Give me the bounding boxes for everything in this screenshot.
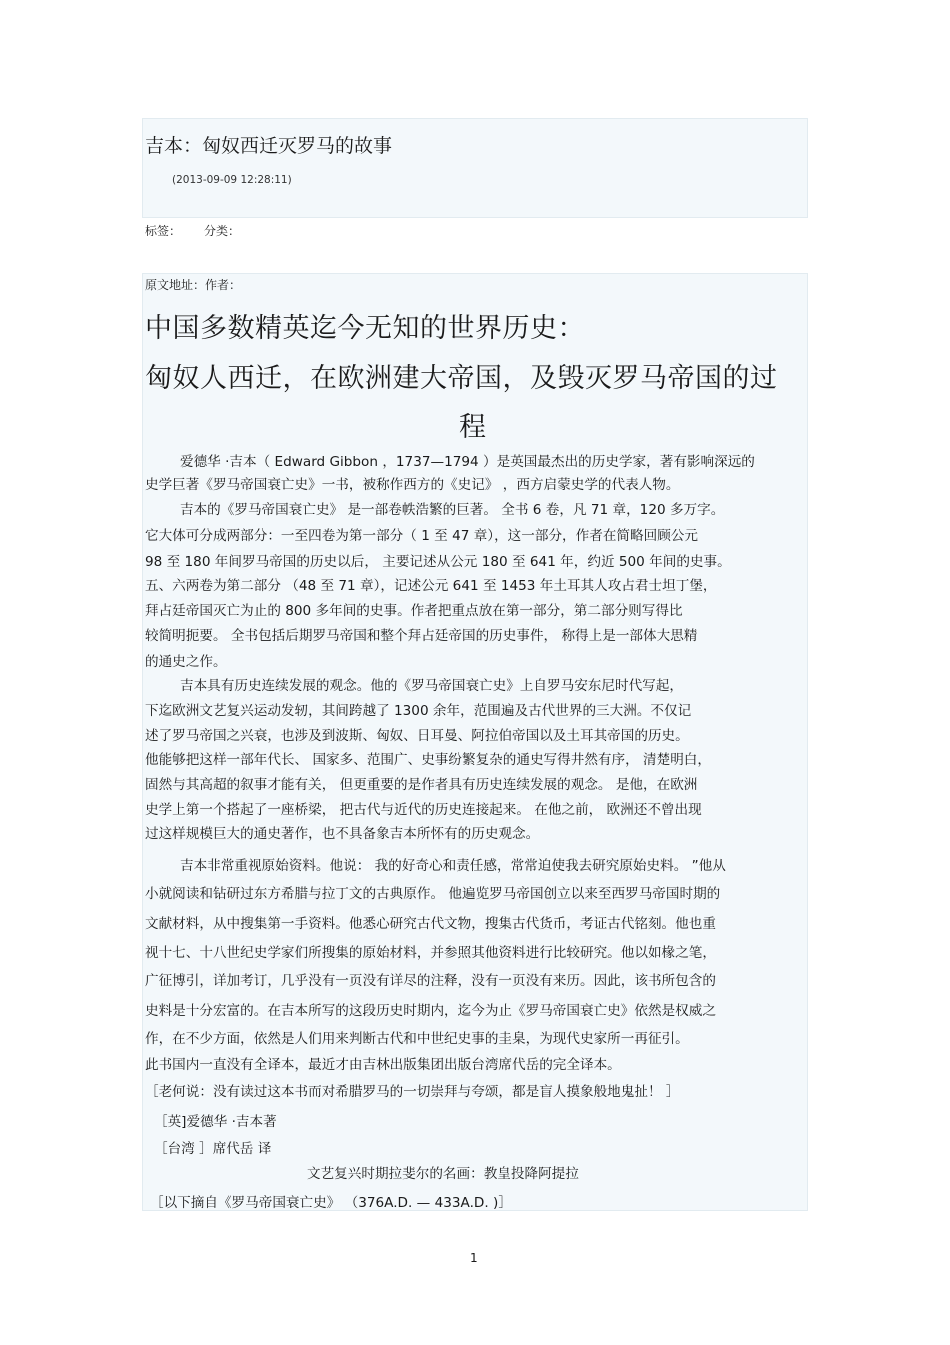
body-line: 史料是十分宏富的。在吉本所写的这段历史时期内，迄今为止《罗马帝国衰亡史》依然是权威之 [145,1003,716,1019]
body-line: 视十七、十八世纪史学家们所搜集的原始材料，并参照其他资料进行比较研究。他以如椽之笔， [145,945,716,961]
body-line: 固然与其高超的叙事才能有关， 但更重要的是作者具有历史连续发展的观念。 是他，在欧洲 [145,777,698,793]
body-line: 小就阅读和钻研过东方希腊与拉丁文的古典原作。 他遍览罗马帝国创立以来至西罗马帝国时期的 [145,886,721,902]
body-line: 98 至 180 年间罗马帝国的历史以后， 主要记述从公元 180 至 641 年，约近 500 年间的史事。 [145,554,731,570]
body-line: 史学上第一个搭起了一座桥梁， 把古代与近代的历史连接起来。 在他之前， 欧洲还不曾出现 [145,802,702,818]
article-heading-line-2: 匈奴人西迁，在欧洲建大帝国，及毁灭罗马帝国的过 [145,363,778,394]
article-heading-line-3: 程 [459,412,487,443]
body-line: ［台湾 ］席代岳 译 [154,1141,272,1157]
body-line: 述了罗马帝国之兴衰，也涉及到波斯、匈奴、日耳曼、阿拉伯帝国以及土耳其帝国的历史。 [145,728,689,744]
body-line: 拜占廷帝国灭亡为止的 800 多年间的史事。作者把重点放在第一部分，第二部分则写得比 [145,603,683,619]
page-number: 1 [470,1251,478,1265]
body-line: 此书国内一直没有全译本，最近才由吉林出版集团出版台湾席代岳的完全译本。 [145,1057,621,1073]
article-heading-line-1: 中国多数精英迄今无知的世界历史： [145,313,585,344]
body-line: 他能够把这样一部年代长、 国家多、范围广、史事纷繁复杂的通史写得井然有序， 清楚明白， [145,752,711,768]
body-line: 下迄欧洲文艺复兴运动发轫，其间跨越了 1300 余年，范围遍及古代世界的三大洲。不仅记 [145,703,692,719]
body-line: 的通史之作。 [145,654,227,670]
body-line: 作，在不少方面，依然是人们用来判断古代和中世纪史事的圭臬，为现代史家所一再征引。 [145,1031,689,1047]
body-line: 过这样规模巨大的通史著作，也不具备象吉本所怀有的历史观念。 [145,826,540,842]
category-label[interactable]: 分类： [204,224,241,238]
body-line: ［英]爱德华 ·吉本著 [154,1114,277,1130]
body-line: 文献材料，从中搜集第一手资料。他悉心研究古代文物，搜集古代货币，考证古代铭刻。他也重 [145,916,716,932]
body-line: 吉本具有历史连续发展的观念。他的《罗马帝国衰亡史》上自罗马安东尼时代写起， [180,678,683,694]
body-line: 吉本非常重视原始资料。他说： 我的好奇心和责任感，常常迫使我去研究原始史料。 ”他从 [180,858,726,874]
body-line: 吉本的《罗马帝国衰亡史》 是一部卷帙浩繁的巨著。 全书 6 卷，凡 71 章，120 多万字。 [180,502,725,518]
body-line: 它大体可分成两部分：一至四卷为第一部分（ 1 至 47 章），这一部分，作者在简略回顾公元 [145,528,698,544]
body-line: ［老何说：没有读过这本书而对希腊罗马的一切崇拜与夸颂，都是盲人摸象般地鬼扯！ ］ [145,1084,680,1100]
body-line: 较简明扼要。 全书包括后期罗马帝国和整个拜占廷帝国的历史事件， 称得上是一部体大思精 [145,628,698,644]
body-line: ［以下摘自《罗马帝国衰亡史》 （376A.D. — 433A.D. )］ [150,1195,512,1211]
body-line: 史学巨著《罗马帝国衰亡史》一书，被称作西方的《史记》 ，西方启蒙史学的代表人物。 [145,477,680,493]
body-line: 五、六两卷为第二部分 （48 至 71 章），记述公元 641 至 1453 年土耳其人攻占君士坦丁堡， [145,578,717,594]
body-line: 爱德华 ·吉本（ Edward Gibbon ，1737—1794 ）是英国最杰出的历史学家，著有影响深远的 [180,454,755,470]
post-title[interactable]: 吉本：匈奴西迁灭罗马的故事 [145,135,393,157]
post-datetime: (2013-09-09 12:28:11) [172,174,292,186]
source-line: 原文地址：作者： [145,278,242,292]
tags-label[interactable]: 标签： [145,224,182,238]
body-line: 文艺复兴时期拉斐尔的名画：教皇投降阿提拉 [307,1166,579,1182]
body-line: 广征博引，详加考订，几乎没有一页没有详尽的注释，没有一页没有来历。因此，该书所包含的 [145,973,716,989]
